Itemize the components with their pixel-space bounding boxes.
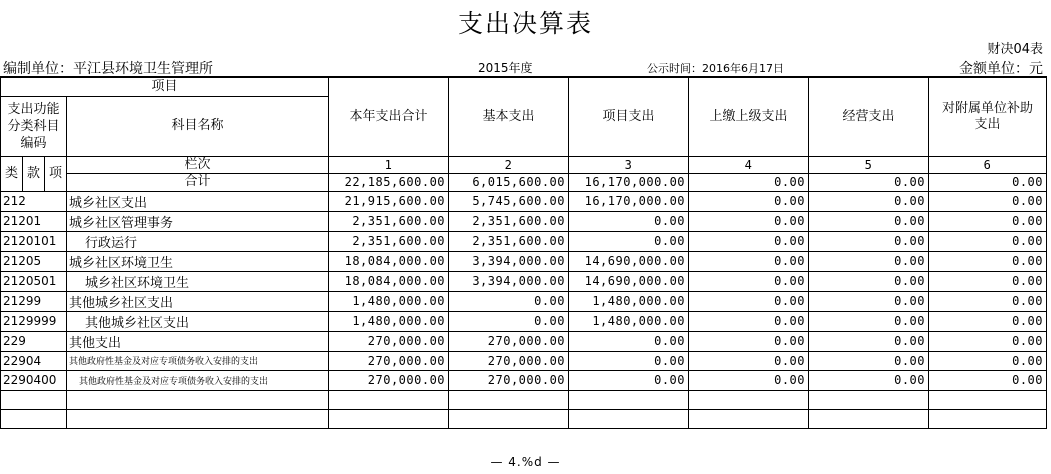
table-row bbox=[1, 231, 1047, 251]
row-name: 城乡社区环境卫生 bbox=[67, 251, 329, 271]
row-code: 21201 bbox=[1, 211, 67, 231]
row-name: 城乡社区支出 bbox=[67, 191, 329, 211]
lei-header: 类 bbox=[1, 156, 23, 191]
form-number: 财决04表 bbox=[987, 42, 1043, 57]
empty-cell bbox=[809, 409, 929, 428]
row-amount: 1,480,000.00 bbox=[569, 291, 689, 311]
row-amount: 2,351,600.00 bbox=[329, 211, 449, 231]
empty-cell bbox=[449, 409, 569, 428]
item-group-header: 项目 bbox=[1, 77, 329, 96]
row-amount: 0.00 bbox=[569, 211, 689, 231]
row-amount: 0.00 bbox=[809, 271, 929, 291]
row-amount: 270,000.00 bbox=[449, 371, 569, 391]
col-header-operating: 经营支出 bbox=[809, 77, 929, 156]
table-row bbox=[1, 351, 1047, 371]
row-amount: 0.00 bbox=[809, 311, 929, 331]
row-amount: 14,690,000.00 bbox=[569, 251, 689, 271]
row-code: 2290400 bbox=[1, 371, 67, 391]
empty-cell bbox=[569, 390, 689, 409]
row-code: 2120501 bbox=[1, 271, 67, 291]
empty-cell bbox=[929, 390, 1047, 409]
table-row bbox=[1, 271, 1047, 291]
row-amount: 0.00 bbox=[809, 211, 929, 231]
col-index-6: 6 bbox=[929, 156, 1047, 173]
total-cell: 16,170,000.00 bbox=[569, 173, 689, 191]
row-name: 其他城乡社区支出 bbox=[67, 311, 329, 331]
col-header-subsidy: 对附属单位补助 支出 bbox=[929, 77, 1047, 156]
row-amount: 0.00 bbox=[569, 371, 689, 391]
row-name: 其他政府性基金及对应专项债务收入安排的支出 bbox=[67, 371, 329, 391]
row-amount: 0.00 bbox=[929, 271, 1047, 291]
total-row bbox=[1, 173, 1047, 191]
row-amount: 0.00 bbox=[809, 191, 929, 211]
row-amount: 2,351,600.00 bbox=[329, 231, 449, 251]
empty-cell bbox=[67, 409, 329, 428]
row-amount: 2,351,600.00 bbox=[449, 231, 569, 251]
empty-cell bbox=[809, 390, 929, 409]
row-amount: 1,480,000.00 bbox=[329, 311, 449, 331]
table-row bbox=[1, 211, 1047, 231]
total-cell: 0.00 bbox=[689, 173, 809, 191]
row-amount: 0.00 bbox=[929, 191, 1047, 211]
table-row bbox=[1, 311, 1047, 331]
row-amount: 18,084,000.00 bbox=[329, 251, 449, 271]
row-amount: 0.00 bbox=[809, 351, 929, 371]
row-amount: 1,480,000.00 bbox=[569, 311, 689, 331]
row-amount: 18,084,000.00 bbox=[329, 271, 449, 291]
table-body bbox=[1, 77, 1047, 428]
total-cell: 0.00 bbox=[929, 173, 1047, 191]
row-amount: 0.00 bbox=[569, 351, 689, 371]
row-amount: 0.00 bbox=[809, 291, 929, 311]
row-amount: 0.00 bbox=[689, 311, 809, 331]
row-amount: 16,170,000.00 bbox=[569, 191, 689, 211]
row-amount: 21,915,600.00 bbox=[329, 191, 449, 211]
xiang-header: 项 bbox=[45, 156, 67, 191]
row-amount: 0.00 bbox=[689, 251, 809, 271]
row-amount: 3,394,000.00 bbox=[449, 251, 569, 271]
row-amount: 0.00 bbox=[809, 231, 929, 251]
row-amount: 0.00 bbox=[689, 291, 809, 311]
row-amount: 0.00 bbox=[689, 371, 809, 391]
empty-cell bbox=[689, 390, 809, 409]
empty-row bbox=[1, 409, 1047, 428]
row-amount: 0.00 bbox=[929, 351, 1047, 371]
row-amount: 0.00 bbox=[689, 271, 809, 291]
row-amount: 0.00 bbox=[809, 331, 929, 351]
row-amount: 0.00 bbox=[449, 291, 569, 311]
col-header-project: 项目支出 bbox=[569, 77, 689, 156]
report-title: 支出决算表 bbox=[457, 9, 593, 38]
kuan-header: 款 bbox=[23, 156, 45, 191]
row-amount: 14,690,000.00 bbox=[569, 271, 689, 291]
row-name: 其他支出 bbox=[67, 331, 329, 351]
col-index-1: 1 bbox=[329, 156, 449, 173]
row-code: 2120101 bbox=[1, 231, 67, 251]
col-index-3: 3 bbox=[569, 156, 689, 173]
empty-cell bbox=[449, 390, 569, 409]
row-amount: 270,000.00 bbox=[449, 331, 569, 351]
row-amount: 0.00 bbox=[689, 231, 809, 251]
row-code: 2129999 bbox=[1, 311, 67, 331]
empty-cell bbox=[1, 409, 67, 428]
row-amount: 0.00 bbox=[689, 211, 809, 231]
row-amount: 270,000.00 bbox=[329, 371, 449, 391]
row-code: 21299 bbox=[1, 291, 67, 311]
row-name: 行政运行 bbox=[67, 231, 329, 251]
total-cell: 0.00 bbox=[809, 173, 929, 191]
col-index-4: 4 bbox=[689, 156, 809, 173]
row-amount: 2,351,600.00 bbox=[449, 211, 569, 231]
empty-cell bbox=[329, 409, 449, 428]
empty-cell bbox=[329, 390, 449, 409]
col-index-2: 2 bbox=[449, 156, 569, 173]
row-amount: 270,000.00 bbox=[329, 331, 449, 351]
row-code: 229 bbox=[1, 331, 67, 351]
name-header: 科目名称 bbox=[67, 96, 329, 156]
row-code: 21205 bbox=[1, 251, 67, 271]
total-label: 合计 bbox=[67, 173, 329, 191]
row-amount: 3,394,000.00 bbox=[449, 271, 569, 291]
row-amount: 0.00 bbox=[689, 331, 809, 351]
row-name: 其他政府性基金及对应专项债务收入安排的支出 bbox=[67, 351, 329, 371]
col-header-total: 本年支出合计 bbox=[329, 77, 449, 156]
row-amount: 0.00 bbox=[569, 231, 689, 251]
empty-cell bbox=[929, 409, 1047, 428]
page-footer: — 4.%d — bbox=[490, 455, 561, 469]
col-index-5: 5 bbox=[809, 156, 929, 173]
empty-cell bbox=[569, 409, 689, 428]
col-header-basic: 基本支出 bbox=[449, 77, 569, 156]
row-amount: 0.00 bbox=[449, 311, 569, 331]
header-row-1 bbox=[1, 77, 1047, 96]
row-amount: 1,480,000.00 bbox=[329, 291, 449, 311]
row-amount: 0.00 bbox=[929, 331, 1047, 351]
table-row bbox=[1, 191, 1047, 211]
table-row bbox=[1, 371, 1047, 391]
row-code: 22904 bbox=[1, 351, 67, 371]
organization-label: 编制单位：平江县环境卫生管理所 bbox=[3, 61, 213, 77]
row-amount: 0.00 bbox=[689, 191, 809, 211]
row-name: 城乡社区管理事务 bbox=[67, 211, 329, 231]
row-amount: 0.00 bbox=[809, 371, 929, 391]
empty-cell bbox=[67, 390, 329, 409]
row-index-label: 栏次 bbox=[67, 156, 329, 173]
code-header: 支出功能 分类科目 编码 bbox=[1, 96, 67, 156]
row-name: 其他城乡社区支出 bbox=[67, 291, 329, 311]
row-amount: 270,000.00 bbox=[329, 351, 449, 371]
row-amount: 0.00 bbox=[689, 351, 809, 371]
fiscal-year: 2015年度 bbox=[478, 61, 533, 75]
row-amount: 0.00 bbox=[569, 331, 689, 351]
empty-row bbox=[1, 390, 1047, 409]
col-header-remit: 上缴上级支出 bbox=[689, 77, 809, 156]
empty-cell bbox=[1, 390, 67, 409]
row-amount: 0.00 bbox=[929, 251, 1047, 271]
publish-date: 公示时间：2016年6月17日 bbox=[647, 62, 784, 75]
total-cell: 22,185,600.00 bbox=[329, 173, 449, 191]
row-name: 城乡社区环境卫生 bbox=[67, 271, 329, 291]
table-row bbox=[1, 251, 1047, 271]
row-amount: 0.00 bbox=[929, 211, 1047, 231]
row-amount: 270,000.00 bbox=[449, 351, 569, 371]
total-cell: 6,015,600.00 bbox=[449, 173, 569, 191]
row-amount: 0.00 bbox=[929, 371, 1047, 391]
row-amount: 0.00 bbox=[929, 311, 1047, 331]
empty-cell bbox=[689, 409, 809, 428]
currency-unit-label: 金额单位：元 bbox=[959, 61, 1043, 77]
row-code: 212 bbox=[1, 191, 67, 211]
table-row bbox=[1, 291, 1047, 311]
row-amount: 0.00 bbox=[929, 291, 1047, 311]
table-row bbox=[1, 331, 1047, 351]
row-amount: 5,745,600.00 bbox=[449, 191, 569, 211]
row-amount: 0.00 bbox=[809, 251, 929, 271]
expenditure-table bbox=[0, 76, 1047, 429]
index-row bbox=[1, 156, 1047, 173]
row-amount: 0.00 bbox=[929, 231, 1047, 251]
